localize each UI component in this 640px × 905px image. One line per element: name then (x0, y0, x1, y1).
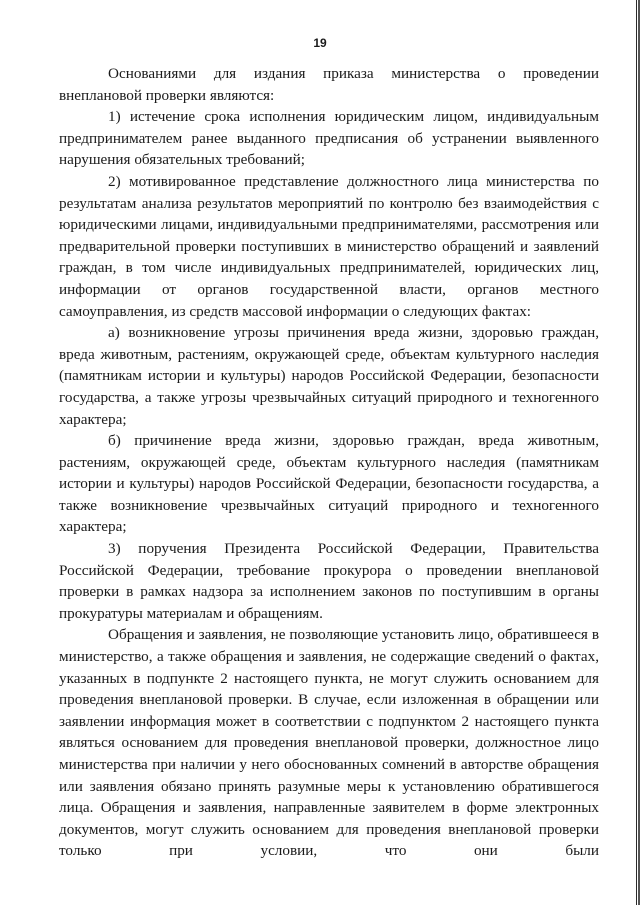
page-edge-line (636, 0, 637, 905)
paragraph-grounds-intro: Основаниями для издания приказа министерства о проведении внеплановой проверки являются: (59, 65, 599, 104)
paragraph-item-1: 1) истечение срока исполнения юридическим лицом, индивидуальным предпринимателем ранее выданного предписания об устранении выявленного нарушения обязательных требований; (59, 108, 599, 169)
paragraph-item-2b: б) причинение вреда жизни, здоровью граждан, вреда животным, растениям, окружающей среде, объектам культурного наследия (памятникам истории и культуры) народов Российской Федерации, безопасности государства, а также возникновение чрезвычайных ситуаций природного и техногенного характера; (59, 432, 599, 536)
paragraph-appeals: Обращения и заявления, не позволяющие установить лицо, обратившееся в министерство, а также обращения и заявления, не содержащие сведений о фактах, указанных в подпункте 2 настоящего пункта, не могут служить основанием для проведения внеплановой проверки. В случае, если изложенная в обращении или заявлении информация может в соответствии с подпунктом 2 настоящего пункта являться основанием для проведения внеплановой проверки, должностное лицо министерства при наличии у него обоснованных сомнений в авторстве обращения или заявления обязано принять разумные меры к установлению обратившегося лица. Обращения и заявления, направленные заявителем в форме электронных документов, могут служить основанием для проведения внеплановой проверки только при условии, что они были (59, 626, 599, 860)
paragraph-item-3: 3) поручения Президента Российской Федерации, Правительства Российской Федерации, требование прокурора о проведении внеплановой проверки в рамках надзора за исполнением законов по поступившим в органы прокуратуры материалам и обращениям. (59, 540, 599, 622)
paragraph-item-2: 2) мотивированное представление должностного лица министерства по результатам анализа результатов мероприятий по контролю без взаимодействия с юридическими лицами, индивидуальными предпринимателями, рассмотрения или предварительной проверки поступивших в министерство обращений и заявлений граждан, в том числе индивидуальных предпринимателей, юридических лиц, информации от органов государственной власти, органов местного самоуправления, из средств массовой информации о следующих фактах: (59, 172, 599, 320)
page-number: 19 (313, 36, 327, 50)
document-body (59, 63, 599, 862)
paragraph-item-2a: а) возникновение угрозы причинения вреда жизни, здоровью граждан, вреда животным, растениям, окружающей среде, объектам культурного наследия (памятникам истории и культуры) народов Российской Федерации, безопасности государства, а также угрозы чрезвычайных ситуаций природного и техногенного характера; (59, 324, 599, 428)
